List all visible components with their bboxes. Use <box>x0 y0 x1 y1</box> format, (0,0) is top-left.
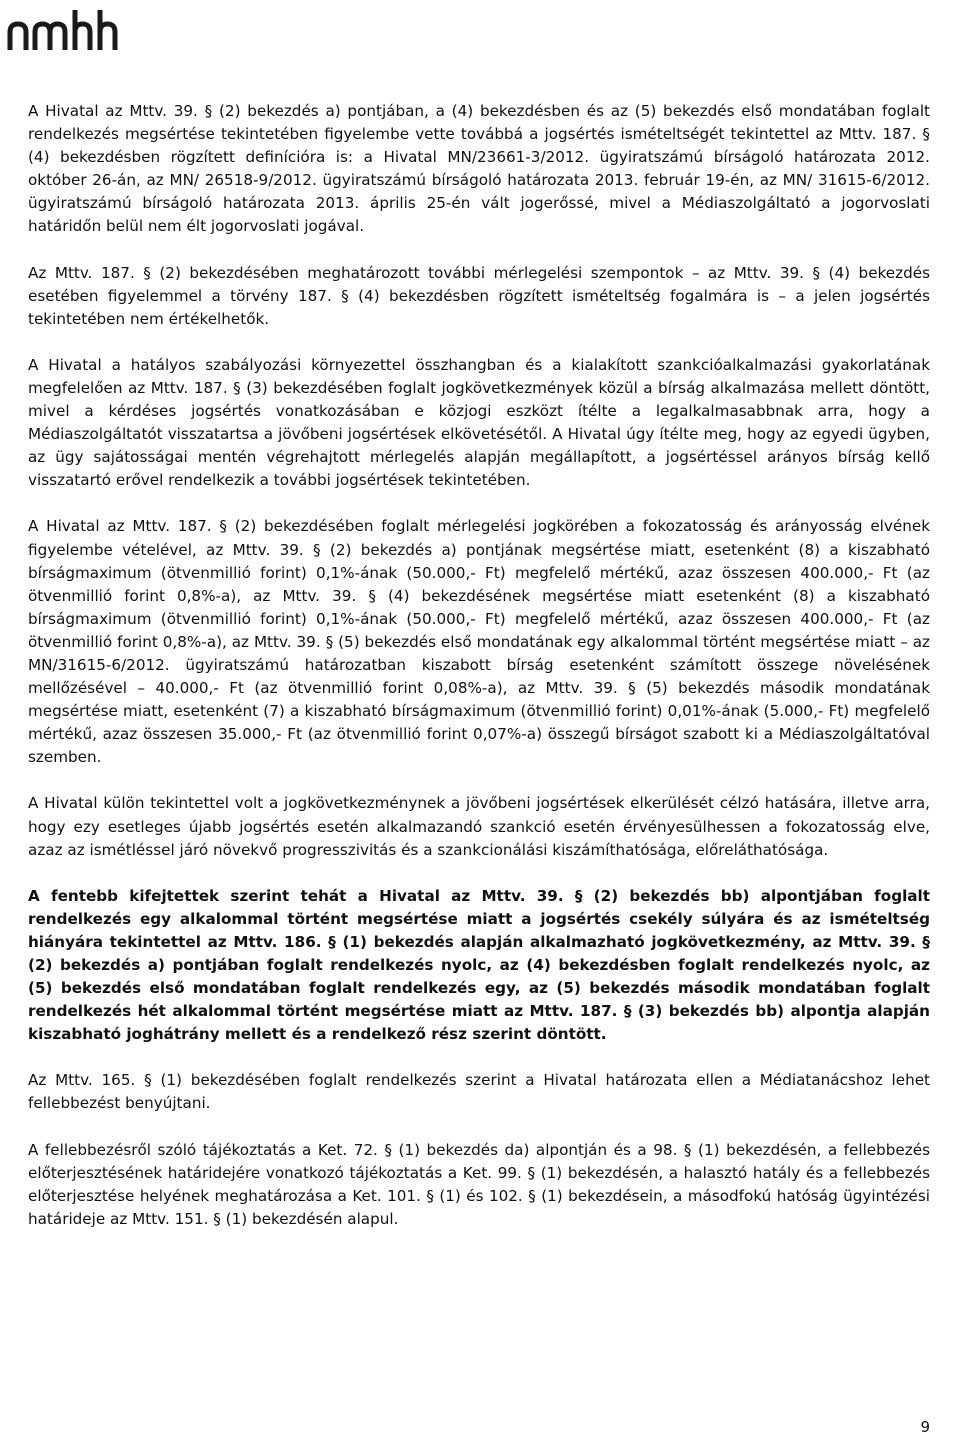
document-body <box>28 100 930 1254</box>
paragraph-fine-decision: A Hivatal a hatályos szabályozási környezettel összhangban és a kialakított szankcióalkalmazási gyakorlatának megfelelően az Mttv. 187. § (3) bekezdésében foglalt jogkövetkezmények közül a bírság alkalmazása mellett döntött, mivel a kérdéses jogsértés vonatkozásában e közjogi eszközt ítélte a legalkalmasabbnak arra, hogy a Médiaszolgáltatót visszatartsa a jövőbeni jogsértések elkövetésétől. A Hivatal úgy ítélte meg, hogy az egyedi ügyben, az ügy sajátosságai mentén végrehajtott mérlegelés alapján megállapított, a jogsértéssel arányos bírság kellő visszatartó erővel rendelkezik a további jogsértések tekintetében. <box>28 355 930 490</box>
paragraph-fine-amounts: A Hivatal az Mttv. 187. § (2) bekezdésében foglalt mérlegelési jogkörében a fokozatosság és arányosság elvének figyelembe vételével, az Mttv. 39. § (2) bekezdés a) pontjának megsértése miatt, esetenként (8) a kiszabható bírságmaximum (ötvenmillió forint) 0,1%-ának (50.000,- Ft) megfelelő mértékű, azaz összesen 400.000,- Ft (az ötvenmillió forint 0,8%-a), az Mttv. 39. § (4) bekezdésének megsértése miatt esetenként (8) a kiszabható bírságmaximum (ötvenmillió forint) 0,1%-ának (50.000,- Ft) megfelelő mértékű, azaz összesen 400.000,- Ft (az ötvenmillió forint 0,8%-a), az Mttv. 39. § (5) bekezdés első mondatának egy alkalommal történt megsértése miatt – az MN/31615-6/2012. ügyiratszámú határozatban kiszabott bírság esetenként számított összege növelésének mellőzésével – 40.000,- Ft (az ötvenmillió forint 0,08%-a), az Mttv. 39. § (5) bekezdés második mondatának megsértése miatt, esetenként (7) a kiszabható bírságmaximum (ötvenmillió forint) 0,01%-ának (5.000,- Ft) megfelelő mértékű, azaz összesen 35.000,- Ft (az ötvenmillió forint 0,07%-a) összegű bírságot szabott ki a Médiaszolgáltatóval szemben. <box>28 517 930 767</box>
paragraph-conclusion: A fentebb kifejtettek szerint tehát a Hivatal az Mttv. 39. § (2) bekezdés bb) alpontjában foglalt rendelkezés egy alkalommal történt megsértése miatt a jogsértés csekély súlyára és az ismételtség hiányára tekintettel az Mttv. 186. § (1) bekezdés alapján alkalmazható jogkövetkezmény, az Mttv. 39. § (2) bekezdés a) pontjában foglalt rendelkezés nyolc, az (4) bekezdésben foglalt rendelkezés nyolc, az (5) bekezdés első mondatában foglalt rendelkezés egy, az (5) bekezdés második mondatában foglalt rendelkezés hét alkalommal történt megsértése miatt az Mttv. 187. § (3) bekezdés bb) alpontja alapján kiszabható joghátrány mellett és a rendelkező rész szerint döntött. <box>28 886 930 1044</box>
page-number: 9 <box>920 1418 930 1436</box>
nmhh-logo-mark <box>6 2 126 52</box>
paragraph-gradualism: A Hivatal külön tekintettel volt a jogkövetkezménynek a jövőbeni jogsértések elkerülését célzó hatására, illetve arra, hogy ezy esetleges újabb jogsértés esetén alkalmazandó szankció esetén érvényesülhessen a fokozatosság elve, azaz az ismétléssel járó növekvő progresszivitás és a szankcionálási kiszámíthatósága, előreláthatósága. <box>28 794 930 859</box>
paragraph-appeal-information: A fellebbezésről szóló tájékoztatás a Ket. 72. § (1) bekezdés da) alpontján és a 98. § (1) bekezdésén, a fellebbezés előterjesztésének határidejére vonatkozó tájékoztatás a Ket. 99. § (1) bekezdésén, a halasztó hatály és a fellebbezés előterjesztése helyének meghatározása a Ket. 101. § (1) és 102. § (1) bekezdésein, a másodfokú hatóság ügyintézési határideje az Mttv. 151. § (1) bekezdésén alapul. <box>28 1140 930 1228</box>
paragraph-appeal: Az Mttv. 165. § (1) bekezdésében foglalt rendelkezés szerint a Hivatal határozata ellen a Médiatanácshoz lehet fellebbezést benyújtani. <box>28 1071 930 1113</box>
paragraph-repeat-offense: A Hivatal az Mttv. 39. § (2) bekezdés a) pontjában, a (4) bekezdésben és az (5) bekezdés első mondatában foglalt rendelkezés megsértése tekintetében figyelembe vette továbbá a jogsértés ismételtségét tekintettel az Mttv. 187. § (4) bekezdésben rögzített definícióra is: a Hivatal MN/23661-3/2012. ügyiratszámú bírságoló határozata 2012. október 26-án, az MN/ 26518-9/2012. ügyiratszámú bírságoló határozata 2013. február 19-én, az MN/ 31615-6/2012. ügyiratszámú bírságoló határozata 2013. április 25-én vált jogerőssé, mivel a Médiaszolgáltató a jogorvoslati határidőn belül nem élt jogorvoslati jogával. <box>28 102 930 236</box>
paragraph-further-considerations: Az Mttv. 187. § (2) bekezdésében meghatározott további mérlegelési szempontok – az Mttv. 39. § (4) bekezdés esetében figyelemmel a törvény 187. § (4) bekezdésben rögzített ismételtség fogalmára is – a jelen jogsértés tekintetében nem értékelhetők. <box>28 263 930 328</box>
nmhh-logo <box>6 2 126 52</box>
